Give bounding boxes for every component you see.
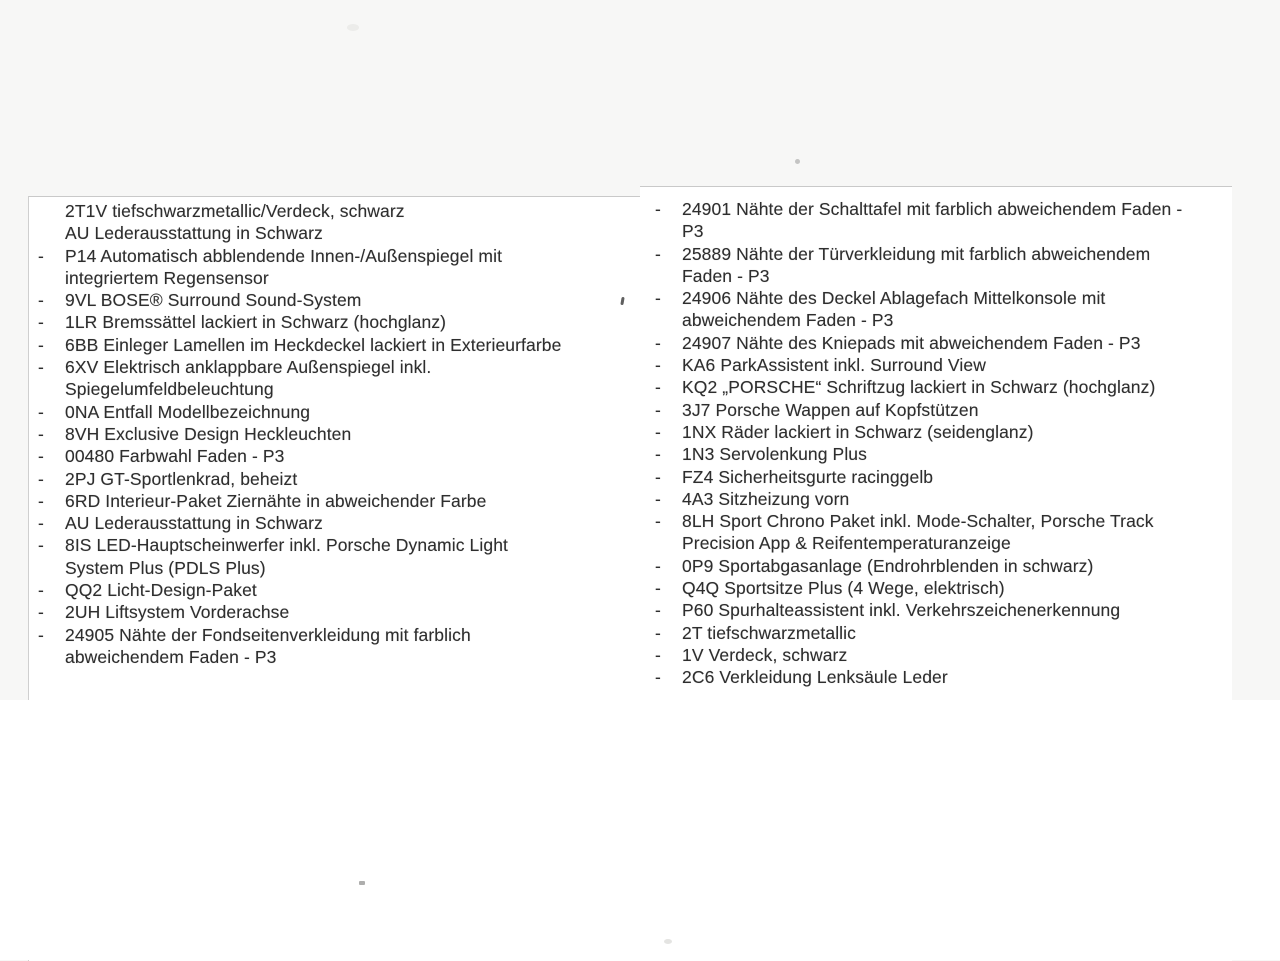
dash-bullet: - xyxy=(655,644,661,665)
option-text: System Plus (PDLS Plus) xyxy=(65,557,266,578)
dash-bullet: - xyxy=(655,622,661,643)
option-text: 24907 Nähte des Kniepads mit abweichendem Faden - P3 xyxy=(682,332,1141,353)
option-text: FZ4 Sicherheitsgurte racinggelb xyxy=(682,466,934,487)
option-line xyxy=(38,356,561,378)
option-line xyxy=(38,468,561,490)
dash-bullet: - xyxy=(655,288,661,309)
option-line xyxy=(38,512,561,534)
option-line xyxy=(38,557,561,579)
option-line xyxy=(38,334,561,356)
dash-bullet: - xyxy=(38,490,44,511)
dash-bullet: - xyxy=(38,602,44,623)
option-line xyxy=(655,532,1182,554)
dash-bullet: - xyxy=(38,513,44,534)
dash-bullet: - xyxy=(38,357,44,378)
option-line xyxy=(38,267,561,289)
dash-bullet: - xyxy=(38,624,44,645)
scan-speck-lower xyxy=(359,881,365,885)
option-text: Faden - P3 xyxy=(682,265,770,286)
option-line xyxy=(655,220,1182,242)
option-line xyxy=(655,332,1182,354)
option-line xyxy=(38,579,561,601)
dash-bullet: - xyxy=(655,667,661,688)
option-text: abweichendem Faden - P3 xyxy=(65,646,277,667)
option-text: 1LR Bremssättel lackiert in Schwarz (hochglanz) xyxy=(65,312,447,333)
option-text: 1NX Räder lackiert in Schwarz (seidenglanz) xyxy=(682,421,1034,442)
dash-bullet: - xyxy=(655,399,661,420)
option-text: integriertem Regensensor xyxy=(65,267,269,288)
option-line xyxy=(38,378,561,400)
option-line xyxy=(655,421,1182,443)
option-line xyxy=(38,200,561,222)
option-line xyxy=(655,399,1182,421)
option-text: P60 Spurhalteassistent inkl. Verkehrszeichenerkennung xyxy=(682,600,1121,621)
option-line xyxy=(655,265,1182,287)
dash-bullet: - xyxy=(38,312,44,333)
option-line xyxy=(655,510,1182,532)
left-column-items xyxy=(38,200,561,668)
option-text: 24901 Nähte der Schalttafel mit farblich abweichendem Faden - xyxy=(682,199,1183,219)
option-line xyxy=(655,644,1182,666)
option-line xyxy=(655,666,1182,688)
option-line xyxy=(655,488,1182,510)
option-text: Spiegelumfeldbeleuchtung xyxy=(65,379,274,400)
option-text: 8VH Exclusive Design Heckleuchten xyxy=(65,423,352,444)
dash-bullet: - xyxy=(655,377,661,398)
option-text: abweichendem Faden - P3 xyxy=(682,310,894,331)
option-text: 0NA Entfall Modellbezeichnung xyxy=(65,401,311,422)
option-text: KA6 ParkAssistent inkl. Surround View xyxy=(682,355,986,376)
option-text: 24906 Nähte des Deckel Ablagefach Mittelkonsole mit xyxy=(682,288,1106,309)
option-line xyxy=(655,466,1182,488)
option-line xyxy=(655,376,1182,398)
option-line xyxy=(38,289,561,311)
option-line xyxy=(38,624,561,646)
option-line xyxy=(655,577,1182,599)
option-line xyxy=(38,222,561,244)
dash-bullet: - xyxy=(655,355,661,376)
dash-bullet: - xyxy=(655,555,661,576)
option-text: Precision App & Reifentemperaturanzeige xyxy=(682,533,1011,554)
scan-speck-dot xyxy=(795,159,800,164)
dash-bullet: - xyxy=(655,511,661,532)
option-text: 2T1V tiefschwarzmetallic/Verdeck, schwarz xyxy=(65,201,405,221)
dash-bullet: - xyxy=(38,446,44,467)
dash-bullet: - xyxy=(38,468,44,489)
option-text: KQ2 „PORSCHE“ Schriftzug lackiert in Schwarz (hochglanz) xyxy=(682,377,1156,398)
right-column-items xyxy=(655,198,1182,689)
option-text: 6XV Elektrisch anklappbare Außenspiegel inkl. xyxy=(65,357,432,378)
dash-bullet: - xyxy=(655,421,661,442)
option-text: AU Lederausstattung in Schwarz xyxy=(65,223,323,244)
option-line xyxy=(38,401,561,423)
option-text: 6BB Einleger Lamellen im Heckdeckel lackiert in Exterieurfarbe xyxy=(65,334,562,355)
dash-bullet: - xyxy=(655,243,661,264)
option-text: Q4Q Sportsitze Plus (4 Wege, elektrisch) xyxy=(682,578,1005,599)
option-text: 8IS LED-Hauptscheinwerfer inkl. Porsche Dynamic Light xyxy=(65,535,508,556)
option-line xyxy=(655,354,1182,376)
option-line xyxy=(38,646,561,668)
option-text: 4A3 Sitzheizung vorn xyxy=(682,488,850,509)
scan-smudge-top xyxy=(347,24,359,31)
option-line xyxy=(38,445,561,467)
option-text: 6RD Interieur-Paket Ziernähte in abweichender Farbe xyxy=(65,490,487,511)
option-text: 00480 Farbwahl Faden - P3 xyxy=(65,446,285,467)
option-line xyxy=(38,601,561,623)
option-text: 8LH Sport Chrono Paket inkl. Mode-Schalter, Porsche Track xyxy=(682,511,1154,532)
dash-bullet: - xyxy=(655,466,661,487)
option-text: P3 xyxy=(682,221,704,242)
dash-bullet: - xyxy=(38,535,44,556)
option-line xyxy=(655,243,1182,265)
dash-bullet: - xyxy=(655,332,661,353)
dash-bullet: - xyxy=(38,423,44,444)
option-text: 3J7 Porsche Wappen auf Kopfstützen xyxy=(682,399,979,420)
option-text: 24905 Nähte der Fondseitenverkleidung mit farblich xyxy=(65,624,471,645)
option-text: 2T tiefschwarzmetallic xyxy=(682,622,857,643)
option-line xyxy=(38,534,561,556)
dash-bullet: - xyxy=(655,488,661,509)
dash-bullet: - xyxy=(38,245,44,266)
option-line xyxy=(655,309,1182,331)
scan-smudge-bottom xyxy=(664,939,672,944)
option-text: 0P9 Sportabgasanlage (Endrohrblenden in schwarz) xyxy=(682,555,1094,576)
paper-sheet-bottom xyxy=(0,700,1280,960)
option-text: 25889 Nähte der Türverkleidung mit farblich abweichendem xyxy=(682,243,1151,264)
dash-bullet: - xyxy=(38,290,44,311)
dash-bullet: - xyxy=(38,580,44,601)
option-line xyxy=(38,423,561,445)
dash-bullet: - xyxy=(655,444,661,465)
dash-bullet: - xyxy=(655,199,661,219)
option-line xyxy=(38,245,561,267)
dash-bullet: - xyxy=(38,334,44,355)
option-line xyxy=(655,198,1182,220)
option-text: 1V Verdeck, schwarz xyxy=(682,644,848,665)
option-text: 2UH Liftsystem Vorderachse xyxy=(65,602,290,623)
dash-bullet: - xyxy=(655,578,661,599)
option-line xyxy=(655,622,1182,644)
dash-bullet: - xyxy=(655,600,661,621)
option-line xyxy=(655,287,1182,309)
option-text: 1N3 Servolenkung Plus xyxy=(682,444,867,465)
option-text: P14 Automatisch abblendende Innen-/Außenspiegel mit xyxy=(65,245,503,266)
dash-bullet: - xyxy=(38,401,44,422)
option-line xyxy=(655,555,1182,577)
option-line xyxy=(655,599,1182,621)
option-text: 2PJ GT-Sportlenkrad, beheizt xyxy=(65,468,298,489)
option-text: QQ2 Licht-Design-Paket xyxy=(65,580,257,601)
option-line xyxy=(38,311,561,333)
option-text: AU Lederausstattung in Schwarz xyxy=(65,513,323,534)
option-text: 9VL BOSE® Surround Sound-System xyxy=(65,290,362,311)
option-line xyxy=(38,490,561,512)
option-line xyxy=(655,443,1182,465)
option-text: 2C6 Verkleidung Lenksäule Leder xyxy=(682,667,948,688)
